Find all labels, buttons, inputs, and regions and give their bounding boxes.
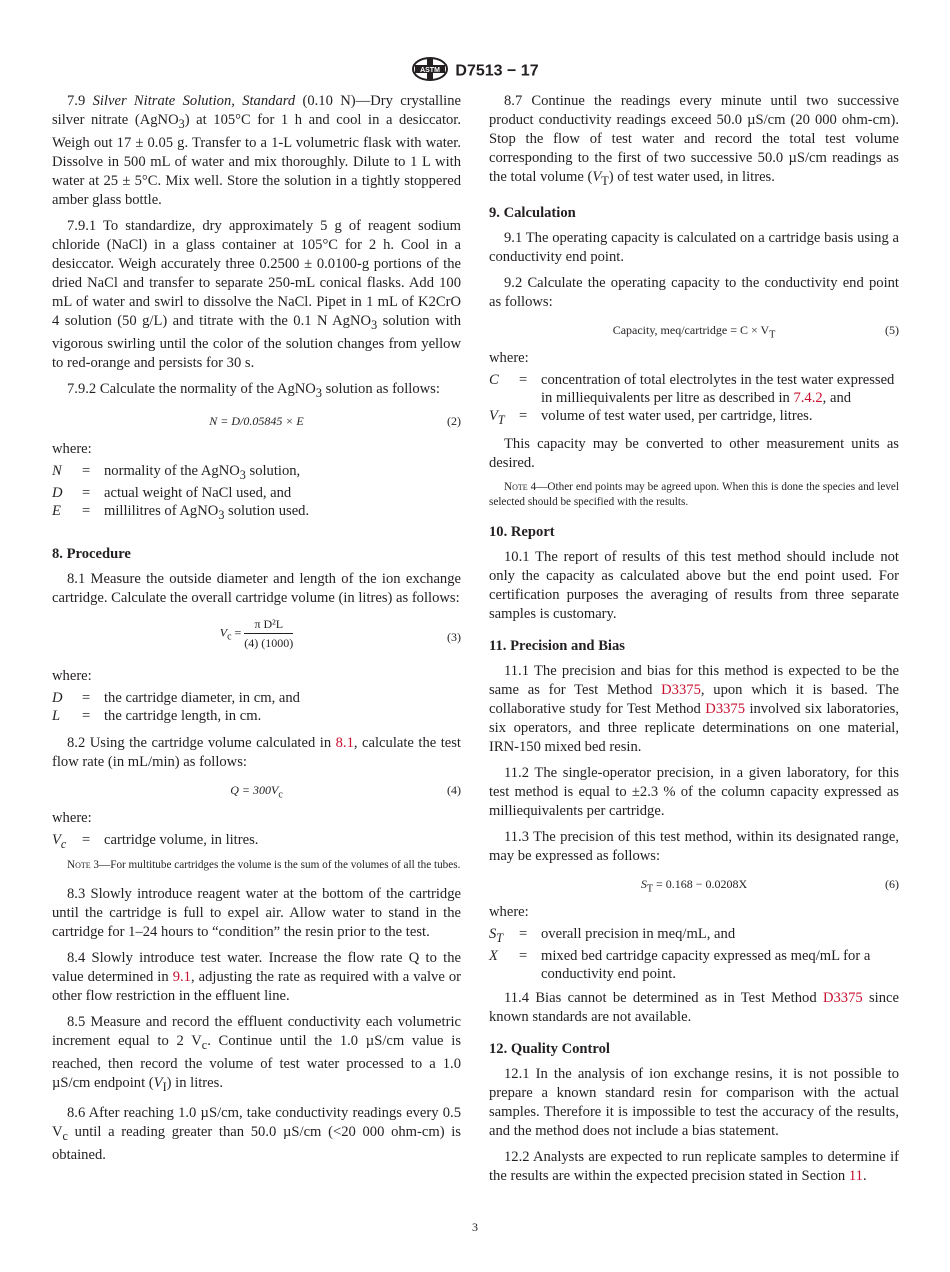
definition-row: $S_T$ = overall precision in meq/mL, and — [489, 925, 736, 945]
section-8-5: 8.5 Measure and record the effluent conductivity each volumetric increment equal to 2 $V_c$. Continue until the 1.0 µS/cm value is reached, then record the volume of test water processed to a 1.0 µS/cm endpoint $(V_I)$ in litres. — [52, 1014, 461, 1095]
section-link[interactable]: 11 — [848, 1167, 863, 1184]
page-header — [0, 56, 950, 87]
section-11-3: 11.3 The precision of this test method, within its designated range, may be expressed as follows: — [489, 828, 899, 864]
section-12-1: 12.1 In the analysis of ion exchange resins, it is not possible to prepare a known standard resin for comparison with the actual samples. Therefore it is impossible to test the accuracy of the results, and the method does not include a bias statement. — [489, 1065, 899, 1139]
where-label: where: — [52, 809, 92, 826]
section-link[interactable]: 7.4.2 — [793, 389, 823, 406]
reference-link[interactable]: D3375 — [661, 681, 701, 698]
definition-row: X = mixed bed cartridge capacity expressed as meq/mL for a conductivity end point. — [489, 947, 871, 982]
equation-2: N = D/0.05845 × E (2) — [209, 413, 461, 428]
reference-link[interactable]: D3375 — [705, 700, 746, 717]
astm-logo-icon — [411, 56, 449, 87]
heading-report: 10. Report — [489, 523, 555, 540]
section-12-2: 12.2 Analysts are expected to run replicate samples to determine if the results are within the expected precision stated in Section 11. — [489, 1148, 899, 1184]
section-7-9-1: 7.9.1 To standardize, dry approximately 5 g of reagent sodium chloride (NaCl) in a glass container at 105°C for 2 h. Cool in a desiccator. Weigh accurately three 0.2500 ± 0.0100-g portions of the dried NaCl and transfer to separate 250-mL conical flasks. Add 100 mL of water and swirl to dissolve the NaCl. Pipet in 1 mL of K2CrO 4 solution (50 g/L) and titrate with the 0.1 N AgNO$_3$ solution with vigorous swirling until the color of the solution changes from yellow to red-orange and persists for 30 s. — [52, 217, 461, 371]
conversion-note: This capacity may be converted to other measurement units as desired. — [489, 435, 899, 471]
section-8-4: 8.4 Slowly introduce test water. Increase the flow rate Q to the value determined in 9.1, adjusting the rate as required with a valve or other flow restriction in the effluent line. — [52, 950, 461, 1005]
heading-calculation: 9. Calculation — [489, 204, 576, 221]
section-8-7: 8.7 Continue the readings every minute until two successive product conductivity readings exceed 50.0 µS/cm (20 000 ohm-cm). Stop the flow of test water and record the total test volume corresponding to the first of two successive 50.0 µS/cm readings as the total volume $(V_T)$ of test water used, in litres. — [489, 93, 899, 188]
section-8-3: 8.3 Slowly introduce reagent water at the bottom of the cartridge until the cartridge is full to expel air. Allow water to stand in the cartridge for 1–24 hours to “condition” the resin prior to the test. — [52, 886, 461, 941]
section-8-6: 8.6 After reaching 1.0 µS/cm, take conductivity readings every 0.5 $V_c$ until a reading greater than 50.0 µS/cm (<20 000 ohm-cm) is obtained. — [52, 1105, 461, 1164]
definition-row: L = the cartridge length, in cm. — [52, 707, 262, 724]
equation-6: $S_T = 0.168 - 0.0208X$ (6) — [640, 876, 899, 895]
section-11-4: 11.4 Bias cannot be determined as in Test Method D3375 since known standards are not available. — [489, 989, 899, 1025]
section-11-1: 11.1 The precision and bias for this method is expected to be the same as for Test Method D3375, upon which it is based. The collaborative study for Test Method D3375 involved six laboratories, six operators, and three replicate determinations on one material, IRN-150 mixed bed resin. — [489, 662, 899, 755]
heading-quality-control: 12. Quality Control — [489, 1040, 610, 1057]
definition-row: $V_T$ = volume of test water used, per cartridge, litres. — [489, 407, 813, 427]
section-11-2: 11.2 The single-operator precision, in a given laboratory, for this test method is equal to ±2.3 % of the column capacity expressed as milliequivalents per cartridge. — [489, 764, 899, 819]
heading-precision-bias: 11. Precision and Bias — [489, 637, 625, 654]
section-8-1: 8.1 Measure the outside diameter and length of the ion exchange cartridge. Calculate the overall cartridge volume (in litres) as follows: — [52, 570, 461, 606]
section-7-9-2: 7.9.2 Calculate the normality of the AgNO$_3$ solution as follows: — [67, 380, 440, 400]
section-9-1: 9.1 The operating capacity is calculated on a cartridge basis using a conductivity end point. — [489, 229, 899, 265]
page-number: 3 — [472, 1220, 478, 1234]
svg-text:ASTM: ASTM — [420, 67, 441, 74]
section-link[interactable]: 8.1 — [335, 734, 354, 751]
where-label: where: — [52, 667, 92, 684]
reference-link[interactable]: D3375 — [822, 989, 863, 1006]
heading-procedure: 8. Procedure — [52, 545, 131, 562]
section-8-2: 8.2 Using the cartridge volume calculated in 8.1, calculate the test flow rate (in mL/min) as follows: — [52, 734, 461, 770]
where-label: where: — [52, 440, 92, 457]
where-label: where: — [489, 349, 529, 366]
left-column — [52, 92, 461, 1172]
standard-designation: D7513 − 17 — [455, 62, 539, 80]
definition-row: D = the cartridge diameter, in cm, and — [52, 689, 300, 706]
section-10-1: 10.1 The report of results of this test method should include not only the capacity as calculated above but the end point used. For certification purposes the averaging of results from three separate samples is customary. — [489, 548, 899, 622]
equation-3: $V_c$ = $\frac{\text{π D²L}}{(4) (1000)}$ (3) — [219, 616, 461, 650]
right-column — [489, 92, 899, 1193]
note-4: Note 4—Other end points may be agreed upon. When this is done the species and level selected should be specified with the results. — [489, 480, 899, 508]
definition-row: $V_c$ = cartridge volume, in litres. — [52, 831, 259, 851]
section-link[interactable]: 9.1 — [172, 969, 191, 986]
equation-4: $Q = 300V_c$ (4) — [230, 782, 461, 800]
section-7-9: 7.9 Silver Nitrate Solution, Standard (0.10 N)—Dry crystalline silver nitrate (AgNO$_3$) at 105°C for 1 h and cool in a desiccator. Weigh out 17 ± 0.05 g. Transfer to a 1-L volumetric flask with water. Dissolve in 500 mL of water and mix thoroughly. Dilute to 1 L with water at 25 ± 5°C. Mix well. Store the solution in a tightly stoppered amber glass bottle. — [52, 93, 461, 208]
note-3: Note 3—For multitube cartridges the volume is the sum of the volumes of all the tubes. — [67, 859, 461, 872]
definition-row: D = actual weight of NaCl used, and — [52, 484, 292, 501]
definition-row: E = millilitres of AgNO$_3$ solution used. — [52, 502, 310, 522]
section-9-2: 9.2 Calculate the operating capacity to the conductivity end point as follows: — [489, 274, 899, 310]
equation-5: Capacity, meq/cartridge = $C \times V_T$ (5) — [612, 322, 899, 341]
definition-row: N = normality of the AgNO$_3$ solution, — [52, 462, 301, 482]
definition-row: C = concentration of total electrolytes in the test water expressed in milliequivalents per litre as described in 7.4.2, and — [489, 371, 895, 406]
where-label: where: — [489, 903, 529, 920]
